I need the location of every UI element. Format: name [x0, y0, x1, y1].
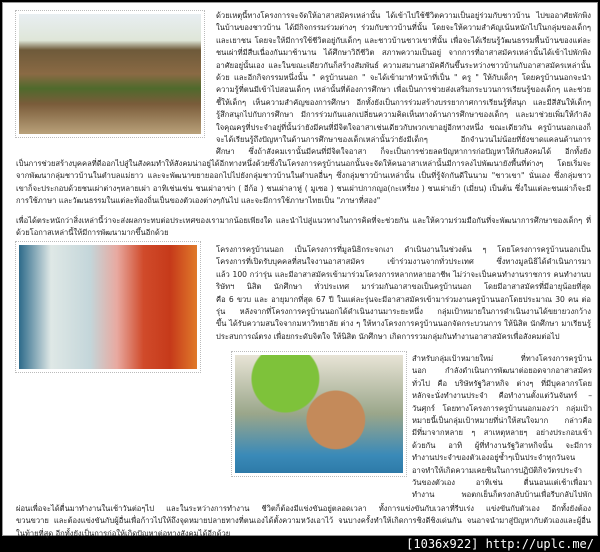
- text-line: จากพัฒนากลุ่มชาวบ้านในตำบลแม่ยาว และจะพัฒนาขยายออกไปไปยังกลุ่มชาวบ้านในตำบลอื่นๆ ซึ่งกลุ่มชาวบ้านเหล่านั้น เป็นที่รู้จักกันดีในนาม "ชาวเขา" นั่นเอง ซึ่งกลุ่มชาว: [16, 171, 591, 181]
- text-line: ด้วยโอกาสเหล่านี้ให้มีการพัฒนามากขึ้นอีกด้วย: [16, 228, 169, 238]
- paragraph-1-continued: [16, 158, 591, 208]
- text-line: อาศัยอยู่นั้นเอง และในขณะเดียวกันก็สร้างสัมพันธ์ ความสมานสามัคคีกันขึ้นระหว่างชาวบ้านกับอาสาสมัครเหล่านั้น: [216, 60, 591, 70]
- text-line: วันของตัวเอง อาทิเช่น ตื่นนอนแต่เช้าเพื่อมา: [412, 478, 592, 488]
- text-line: ทำงานประจำของตัวเองอยู่ซ้ำๆเป็นประจำทุกวันจน: [412, 453, 576, 463]
- text-line: ผ่อนเพื่อจะได้ตื่นมาทำงานในเช้าวันต่อๆไป และในระหว่างการทำงาน ชีวิตก็ต้องมีแข่งขันอยู่ตลอดเวลา ทั้งการแข่งขันกับเวลาที่รีบเร่ง แข่งขันกับตัวเอง อีกทั้งยังต้อง: [16, 504, 591, 513]
- text-line: คือ 6 ขวบ และ อายุมากที่สุด 67 ปี ในแต่ละรุ่นจะมีอาสาสมัครเข้ามาร่วมงานครูบ้านนอกโดยประมาณ 30 คน ต่อ: [216, 294, 591, 304]
- text-line: ประสบการณ์ตรง เพื่อยกระดับจิตใจ ให้นิสิต นักศึกษา เกิดการรวมกลุ่มกันทำงานอาสาสมัครเพื่อสังคมต่อไป: [216, 331, 560, 341]
- text-line: ทั่วไป คือ บริษัทรัฐวิสาหกิจ ต่างๆ ที่มีบุคลากรโดย: [412, 378, 592, 388]
- photo-village-hut: [15, 10, 205, 138]
- text-line: ในบ้านของชาวบ้าน ได้มีกิจกรรมร่วมต่างๆ ร่วมกับชาวบ้านที่นั้น โดยจะให้ความสำคัญเน้นหนักไปในกลุ่มของเด็กๆ: [216, 23, 591, 33]
- text-line: หมายนี้เป็นกลุ่มเป้าหมายที่น่าให้สนใจมาก กล่าวคือ: [412, 416, 592, 426]
- watermark-text: [1036x922] http://uplc.me/: [406, 537, 594, 551]
- text-line: ชนเผ่าที่มีสืบเนื่องกันมาช้านาน ได้ศึกษาวิถีชีวิต สภาพความเป็นอยู่ จากการที่อาสาสมัครเหล่านั้นได้เข้าไปพักพิง: [216, 48, 591, 58]
- text-line: ด้วยกัน อาทิ ผู้ที่ทำงานรัฐวิสาหกิจนั้น จะมีการ: [412, 440, 592, 450]
- text-line: อาจทำให้เกิดความเคยชินในการปฏิบัติกิจวัตรประจำ: [412, 465, 582, 475]
- text-line: จะได้เรียนรู้ถึงปัญหาในด้านการศึกษาของเด็กเหล่านั้นว่ายังมีเด็กๆ อีกจำนวนไม่น้อยที่ยังขาดแคลนด้านการ: [216, 135, 591, 145]
- text-line: เขาก็จะประกอบด้วยชนเผ่าต่างๆหลายเผ่า อาทิเช่นเช่น ชนเผ่าอาข่า ( อีก้อ ) ชนเผ่าลาหู่ ( มูเซอ ) ชนเผ่าปกากญอ(กะเหรี่ยง ) ชนเผ่าเย้า (เมี่ยน) เป็นต้น ซึ่งในแต่ละชนเผ่าก็จะมี: [16, 183, 591, 193]
- text-line: ด้วยเหตุนี้ทางโครงการจะจัดให้อาสาสมัครเหล่านั้น ได้เข้าไปใช้ชีวิตความเป็นอยู่ร่วมกับชาวบ้าน ไปขออาศัยพักพิง: [216, 11, 591, 20]
- text-line: ขึ้น ได้รับความสนใจจากมหาวิทยาลัย ต่าง ๆ ให้ทางโครงการครูบ้านนอกจัดกระบวนการ ให้นิสิต นักศึกษา มาเรียนรู้: [216, 319, 591, 329]
- text-line: ใจคุณครูที่ประจำอยู่ที่นั้นว่ายังมีคนที่มีจิตใจอาสาเช่นเดียวกับพวกเขาอยู่อีกทางหนึ่ง ขณะเดียวกัน ครูบ้านนอกเองก็: [216, 122, 591, 132]
- text-line: หลักจะนั่งทำงานประจำ คือทำงานตั้งแต่วันจันทร์ –: [412, 391, 592, 401]
- paragraph-4-continued: [16, 503, 591, 540]
- text-line: ทำงาน พอตกเย็นก็ตรงกลับบ้านเพื่อรีบกลับไปพัก: [412, 490, 592, 500]
- text-line: ชี้ให้เด็กๆ เห็นความสำคัญของการศึกษา อีกทั้งยังเป็นการร่วมสร้างบรรยากาศการเรียนรู้ที่สนุก และมีสีสันให้เด็กๆ: [216, 97, 591, 107]
- text-line: รู้สึกสนุกไปกับการศึกษา มีการร่วมกันแลกเปลี่ยนความคิดเห็นทางด้านการศึกษาของเด็กๆ และมาช่วยเพิ่มให้กำลัง: [216, 110, 591, 120]
- text-line: มีที่มาจากหลาย ๆ สาเหตุหลายๆ อย่างประกอบเข้า: [412, 428, 592, 438]
- text-line: แล้ว 100 กว่ารุ่น และมีอาสาสมัครเข้ามาร่วมโครงการหลากหลายอาชีพ ไม่ว่าจะเป็นคนทำงานราชการ คนทำงานบ: [216, 269, 591, 279]
- photo-smiling-boy: [231, 351, 407, 477]
- text-line: วันศุกร์ โดยทางโครงการครูบ้านนอกมองว่า กลุ่มเป้า: [412, 403, 592, 413]
- text-line: ในท้ายที่สุด อีกทั้งยังเป็นการก่อให้เกิดปัญหาต่อทางสังคมได้อีกด้วย: [16, 528, 231, 538]
- text-line: และเยาชน โดยจะให้มีการใช้ชีวิตอยู่กับเด็กๆ และชาวบ้านชาวเขาที่นั้น เพื่อจะได้เรียนรู้วัฒนธรรมพื้นบ้านของแต่ละ: [216, 35, 591, 45]
- paragraph-4: [412, 353, 592, 502]
- text-line: รุ่น หลังจากที่โครงการครูบ้านนอกได้ดำเนินงานมาระยะหนึ่ง กลุ่มเป้าหมายในการดำเนินงานได้ขยายวงกว้าง: [216, 307, 591, 317]
- text-line: ศึกษา ซึ่งถ้าสังคมเรานั้นมีคนที่มีจิตใจอาสา ก็จะเป็นการช่วยลดปัญหาการก่อปัญหาให้กับสังคมได้ อีกทั้งยัง: [216, 147, 591, 157]
- text-line: ขวนขวาย และต้องแข่งขันกับผู้อื่นเพื่อก้าวไปให้ถึงจุดหมายปลายทางที่ตนเองได้ตั้งความหวังเอาไว้ จนบางครั้งทำให้เกิดการชิงดีชิงเด่นกัน จนอาจนำมาสู่ปัญหากับตัวเองและผู้อื่น: [16, 516, 591, 526]
- text-line: นอก กำลังดำเนินการพัฒนาต่อยอดจากอาสาสมัคร: [412, 366, 592, 376]
- text-line: ริษัทฯ นิสิต นักศึกษา ทั่วประเทศ มาร่วมกันอาสาขอเป็นครูบ้านนอก โดยมีอาสาสมัครที่มีอายุน้อยที่สุด: [216, 282, 591, 292]
- paragraph-2: [16, 215, 591, 240]
- article-page: [2, 2, 598, 536]
- text-line: เป็นการช่วยสร้างบุคคลที่ดีออกไปสู่ในสังคมทำให้สังคมน่าอยู่ได้อีกทางหนึ่งด้วยซึ่งในโครงการครูบ้านนอกนั้นจะจัดให้คนอาสาเหล่านั้นมีการลงไปพัฒนายังพื้นที่ต่างๆ โดยเริ่มจะ: [16, 159, 591, 168]
- text-line: โครงการที่เปิดรับบุคคลที่สนใจงานอาสาสมัคร เข้าร่วมงานจากทั่วประเทศ ซึ่งทางมูลนิธิได้ดำเนินการมา: [216, 257, 591, 267]
- paragraph-1: [216, 10, 591, 159]
- paragraph-3: [216, 244, 591, 343]
- text-line: ด้วย และอีกกิจกรรมหนึ่งนั้น " ครูบ้านนอก " จะได้เข้ามาทำหน้าที่เป็น " ครู " ให้กับเด็กๆ โดยครูบ้านนอกจะนำ: [216, 73, 591, 83]
- text-line: เพื่อได้ตระหนักว่าสิ่งเหล่านี้ว่าจะส่งผลกระทบต่อประเทศของเรามากน้อยเพียงใด และนำไปสู่แนวทางในการคิดที่จะช่วยกัน และให้ความร่วมมือกันที่จะพัฒนาการศึกษาของเด็กๆ ที่: [16, 216, 591, 225]
- text-line: ความรู้ที่ตนมีเข้าไปสอนเด็กๆ เหล่านั้นที่ต้องการศึกษา เพื่อเป็นการช่วยส่งเสริมกระบวนการเรียนรู้ของเด็กๆ และช่วย: [216, 85, 591, 95]
- text-line: โครงการครูบ้านนอก เป็นโครงการที่มูลนิธิกระจกเงา ดำเนินงานในช่วงต้น ๆ โดยโครงการครูบ้านนอกเป็น: [216, 245, 591, 254]
- text-line: การใช้ภาษา และวัฒนธรรมในแต่ละท้องถิ่นเป็นของตัวเองต่างๆกันไป และจะมีการใช้ภาษาไทยเป็น "ภาษาที่สอง": [16, 196, 381, 206]
- photo-classroom-children: [15, 241, 201, 373]
- text-line: สำหรับกลุ่มเป้าหมายใหม่ ที่ทางโครงการครูบ้าน: [412, 354, 592, 363]
